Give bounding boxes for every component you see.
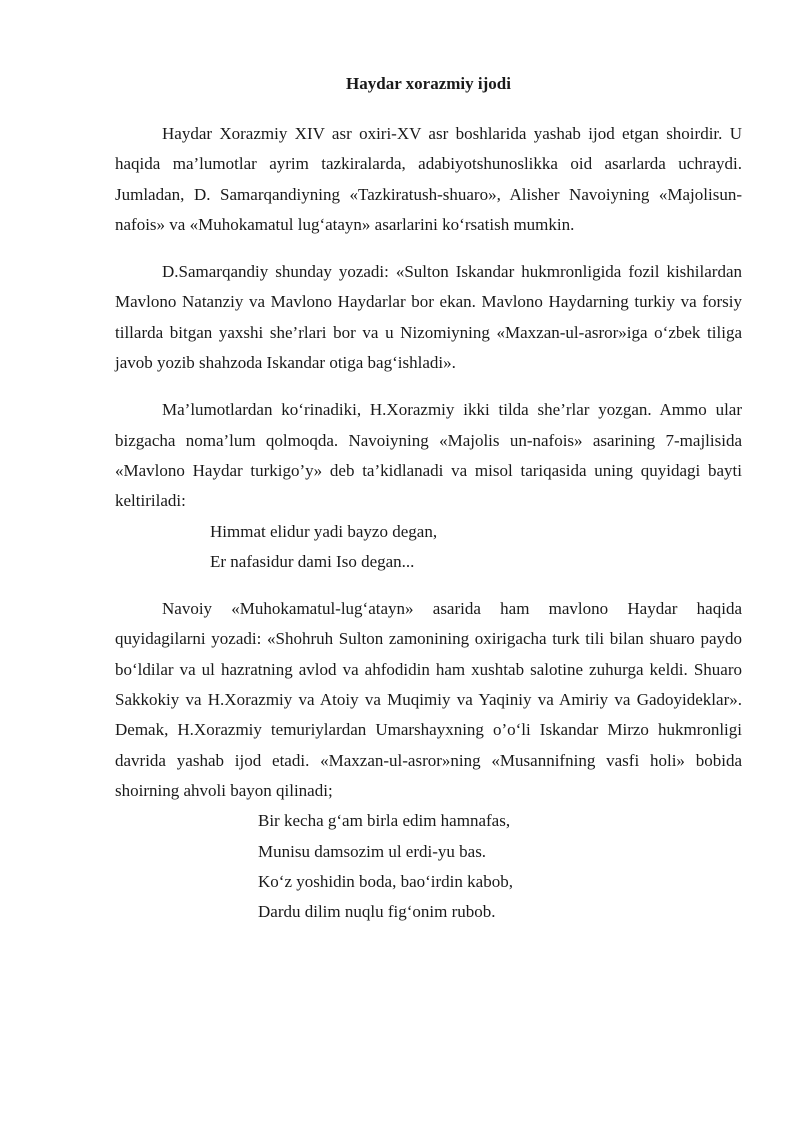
verse-line: Er nafasidur dami Iso degan... <box>210 551 415 571</box>
verse-block-2 <box>115 806 742 927</box>
document-title: Haydar xorazmiy ijodi <box>346 74 511 93</box>
document-page <box>115 72 742 927</box>
verse-line: Ko‘z yoshidin boda, bao‘irdin kabob, <box>258 871 513 891</box>
verse-line: Bir kecha g‘am birla edim hamnafas, <box>258 811 511 831</box>
verse-line: Himmat elidur yadi bayzo degan, <box>210 521 438 541</box>
paragraph-intro: Haydar Xorazmiy XIV asr oxiri-XV asr boshlarida yashab ijod etgan shoirdir. U haqida ma’lumotlar ayrim tazkiralarda, adabiyotshunoslikka oid asarlarda uchraydi. Jumladan, D. Samarqandiyning «Tazkiratush-shuaro», Alisher Navoiyning «Majolisun-nafois» va «Muhokamatul lug‘atayn» asarlarini ko‘rsatish mumkin. <box>115 124 742 234</box>
paragraph-muhokamat: Navoiy «Muhokamatul-lug‘atayn» asarida ham mavlono Haydar haqida quyidagilarni yozadi: «Shohruh Sulton zamonining oxirigacha turk tili bilan shuaro paydo bo‘ldilar va ul hazratning avlod va ahfodidin ham xushtab salotine zuhurga keldi. Shuaro Sakkokiy va H.Xorazmiy va Atoiy va Muqimiy va Yaqiniy va Amiriy va Gadoyideklar». Demak, H.Xorazmiy temuriylardan Umarshayxning o’o‘li Iskandar Mirzo hukmronligi davrida yashab ijod etadi. «Maxzan-ul-asror»ning «Musannifning vasfi holi» bobida shoirning ahvoli bayon qilinadi; <box>115 599 742 800</box>
verse-block-1 <box>115 517 742 578</box>
verse-line: Munisu damsozim ul erdi-yu bas. <box>258 841 487 861</box>
paragraph-navoiy-majolis: Ma’lumotlardan ko‘rinadiki, H.Xorazmiy ikki tilda she’rlar yozgan. Ammo ular bizgacha noma’lum qolmoqda. Navoiyning «Majolis un-nafois» asarining 7-majlisida «Mavlono Haydar turkigo’y» deb ta’kidlanadi va misol tariqasida uning quyidagi bayti keltiriladi: <box>115 400 742 511</box>
verse-line: Dardu dilim nuqlu fig‘onim rubob. <box>258 902 496 922</box>
paragraph-samarqandiy: D.Samarqandiy shunday yozadi: «Sulton Iskandar hukmronligida fozil kishilardan Mavlono Natanziy va Mavlono Haydarlar bor ekan. Mavlono Haydarning turkiy va forsiy tillarda bitgan yaxshi she’rlari bor va u Nizomiyning «Maxzan-ul-asror»iga o‘zbek tiliga javob yozib shahzoda Iskandar otiga bag‘ishladi». <box>115 262 742 373</box>
